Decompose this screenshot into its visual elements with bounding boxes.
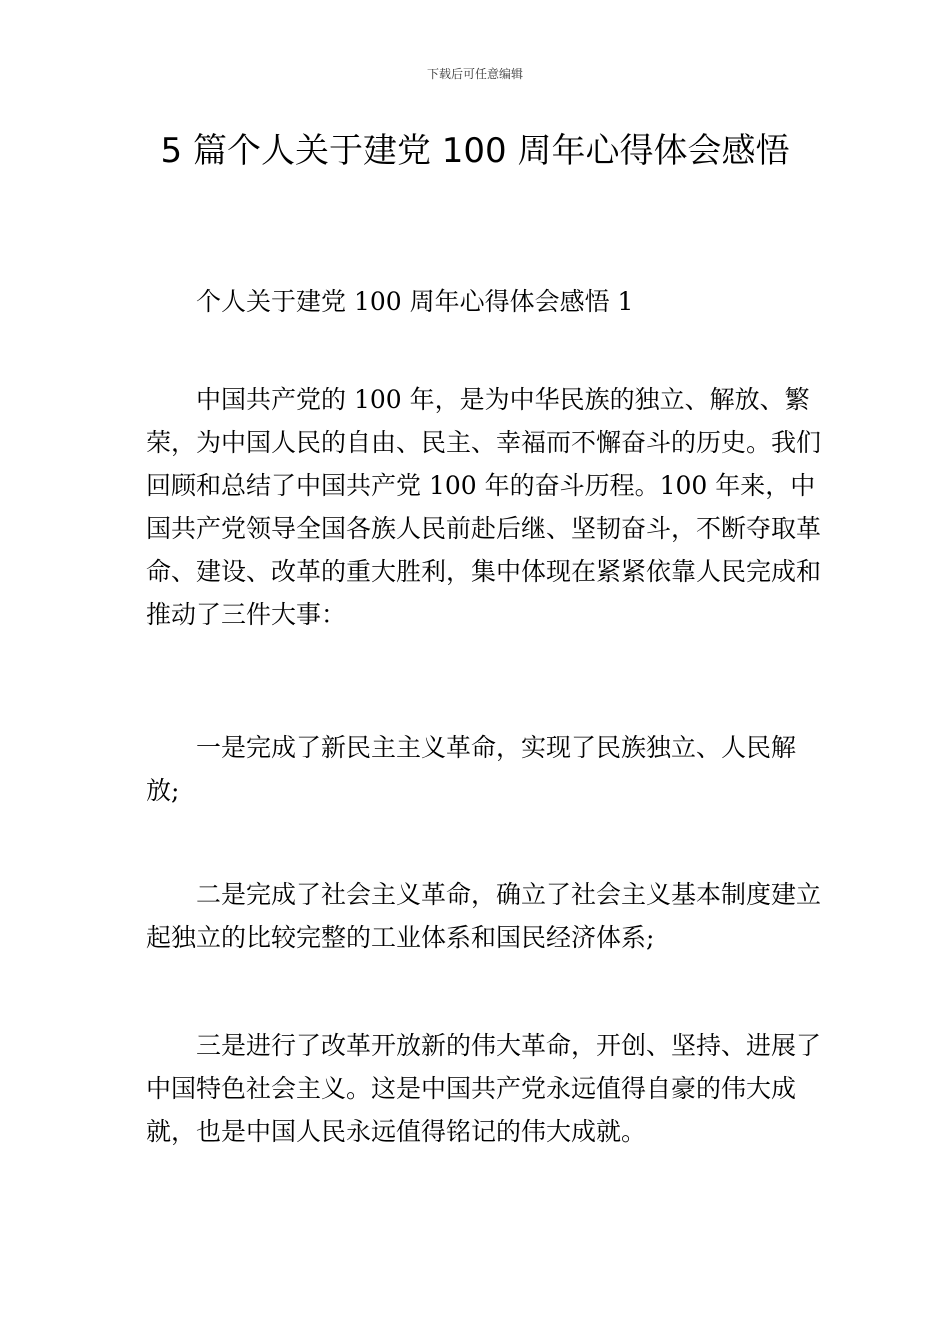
paragraph-intro: 中国共产党的 100 年，是为中华民族的独立、解放、繁荣，为中国人民的自由、民主、幸福而不懈奋斗的历史。我们回顾和总结了中国共产党 100 年的奋斗历程。100 年来，中国共产党领导全国各族人民前赴后继、坚韧奋斗，不断夺取革命、建设、改革的重大胜利，集中体现在紧紧依靠人民完成和推动了三件大事：: [146, 385, 822, 629]
paragraph-point-three: 三是进行了改革开放新的伟大革命，开创、坚持、进展了中国特色社会主义。这是中国共产党永远值得自豪的伟大成就，也是中国人民永远值得铭记的伟大成就。: [146, 1031, 822, 1146]
header-note: 下载后可任意编辑: [426, 67, 523, 81]
section-heading: 个人关于建党 100 周年心得体会感悟 1: [196, 287, 634, 316]
paragraph-point-one: 一是完成了新民主主义革命，实现了民族独立、人民解放;: [146, 733, 797, 805]
document-title: 5 篇个人关于建党 100 周年心得体会感悟: [160, 131, 790, 171]
paragraph-point-two: 二是完成了社会主义革命，确立了社会主义基本制度建立起独立的比较完整的工业体系和国民经济体系;: [146, 880, 822, 952]
